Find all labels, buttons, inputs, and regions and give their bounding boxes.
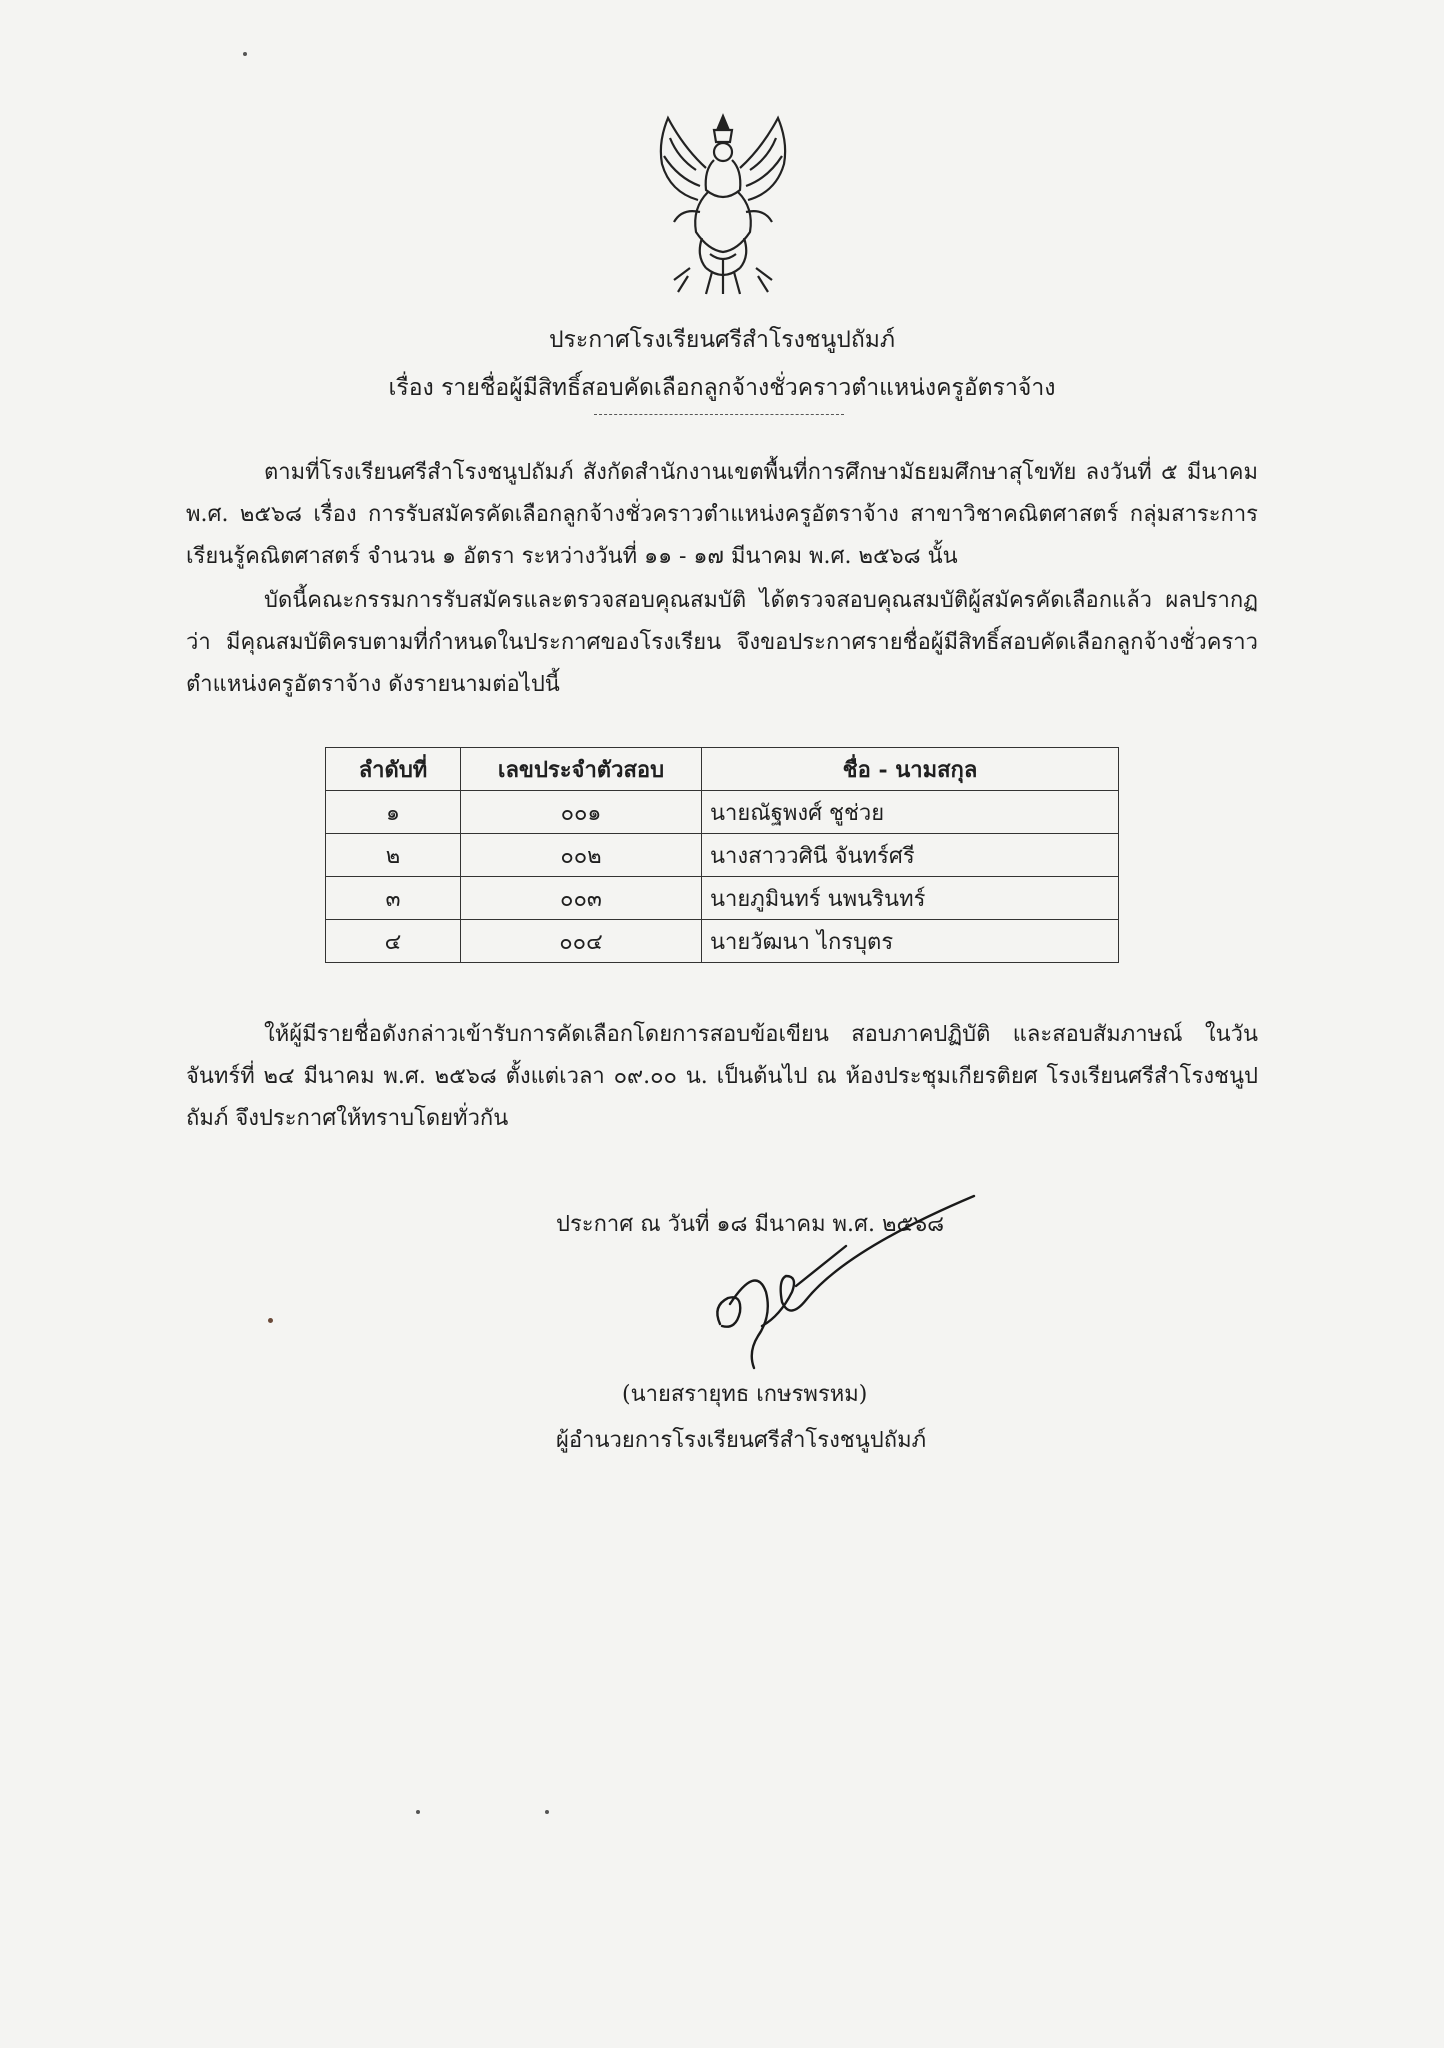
paragraph-exam-schedule: ให้ผู้มีรายชื่อดังกล่าวเข้ารับการคัดเลือกโดยการสอบข้อเขียน สอบภาคปฏิบัติ และสอบสัมภาษณ์ ในวันจันทร์ที่ ๒๔ มีนาคม พ.ศ. ๒๕๖๘ ตั้งแต่เวลา ๐๙.๐๐ น. เป็นต้นไป ณ ห้องประชุมเกียรติยศ โรงเรียนศรีสำโรงชนูปถัมภ์ จึงประกาศให้ทราบโดยทั่วกัน: [186, 1022, 1258, 1131]
cell-exam-id: ๐๐๒: [461, 834, 702, 877]
signer-name: (นายสรายุทธ เกษรพรหม): [622, 1382, 868, 1407]
column-header-name: ชื่อ - นามสกุล: [702, 748, 1119, 791]
cell-name: นายภูมินทร์ นพนรินทร์: [702, 877, 1119, 920]
table-row: [326, 920, 1119, 963]
paragraph-reference: ตามที่โรงเรียนศรีสำโรงชนูปถัมภ์ สังกัดสำนักงานเขตพื้นที่การศึกษามัธยมศึกษาสุโขทัย ลงวันที่ ๕ มีนาคม พ.ศ. ๒๕๖๘ เรื่อง การรับสมัครคัดเลือกลูกจ้างชั่วคราวตำแหน่งครูอัตราจ้าง สาขาวิชาคณิตศาสตร์ กลุ่มสาระการเรียนรู้คณิตศาสตร์ จำนวน ๑ อัตรา ระหว่างวันที่ ๑๑ - ๑๗ มีนาคม พ.ศ. ๒๕๖๘ นั้น: [186, 460, 1258, 569]
cell-order: ๔: [326, 920, 461, 963]
cell-exam-id: ๐๐๑: [461, 791, 702, 834]
cell-name: นายวัฒนา ไกรบุตร: [702, 920, 1119, 963]
table-row: [326, 791, 1119, 834]
signer-position: ผู้อำนวยการโรงเรียนศรีสำโรงชนูปถัมภ์: [556, 1428, 927, 1453]
paper-speck: [545, 1810, 549, 1814]
column-header-exam-id: เลขประจำตัวสอบ: [461, 748, 702, 791]
announcement-subject: เรื่อง รายชื่อผู้มีสิทธิ์สอบคัดเลือกลูกจ้างชั่วคราวตำแหน่งครูอัตราจ้าง: [388, 375, 1056, 401]
cell-exam-id: ๐๐๓: [461, 877, 702, 920]
announcement-title: ประกาศโรงเรียนศรีสำโรงชนูปถัมภ์: [548, 327, 896, 353]
candidate-table: [325, 747, 1119, 963]
cell-name: นายณัฐพงศ์ ชูช่วย: [702, 791, 1119, 834]
paper-speck: [243, 52, 247, 56]
table-row: [326, 834, 1119, 877]
paper-speck: [268, 1318, 273, 1323]
column-header-order: ลำดับที่: [326, 748, 461, 791]
cell-order: ๑: [326, 791, 461, 834]
garuda-emblem-icon: [650, 108, 796, 298]
cell-exam-id: ๐๐๔: [461, 920, 702, 963]
signature-icon: [700, 1176, 990, 1376]
title-divider: [594, 414, 844, 415]
cell-name: นางสาววศินี จันทร์ศรี: [702, 834, 1119, 877]
paper-speck: [416, 1810, 420, 1814]
table-row: [326, 877, 1119, 920]
cell-order: ๓: [326, 877, 461, 920]
table-header-row: [326, 748, 1119, 791]
announcement-date: ประกาศ ณ วันที่ ๑๘ มีนาคม พ.ศ. ๒๕๖๘: [556, 1212, 945, 1237]
paragraph-review: บัดนี้คณะกรรมการรับสมัครและตรวจสอบคุณสมบัติ ได้ตรวจสอบคุณสมบัติผู้สมัครคัดเลือกแล้ว ผลปรากฏว่า มีคุณสมบัติครบตามที่กำหนดในประกาศของโรงเรียน จึงขอประกาศรายชื่อผู้มีสิทธิ์สอบคัดเลือกลูกจ้างชั่วคราวตำแหน่งครูอัตราจ้าง ดังรายนามต่อไปนี้: [186, 588, 1258, 697]
cell-order: ๒: [326, 834, 461, 877]
